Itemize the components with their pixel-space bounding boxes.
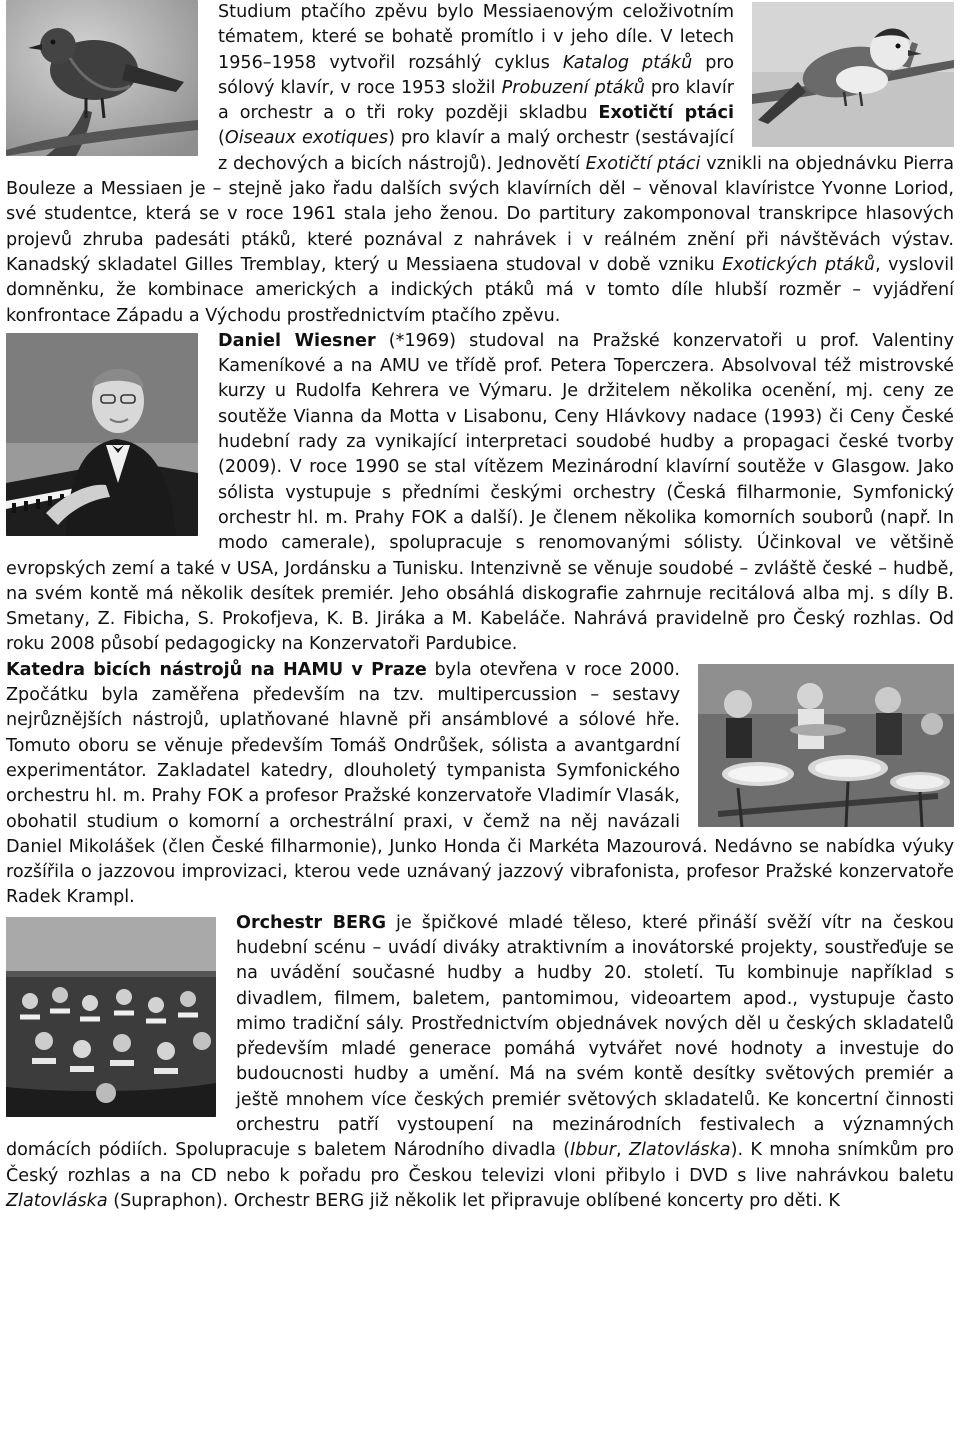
bold-text: Katedra bicích nástrojů na HAMU v Praze: [6, 659, 427, 680]
body-text: ,: [616, 1140, 629, 1161]
italic-text: Zlatovláska: [6, 1190, 108, 1211]
bold-text: Exotičtí ptáci: [598, 103, 734, 124]
italic-text: Katalog ptáků: [562, 52, 693, 73]
italic-text: Ibbur: [570, 1140, 617, 1161]
body-text: byla otevřena v roce 2000. Zpočátku byla zaměřena především na tzv. multipercussion – sestavy nejrůznějších nástrojů, uplatňované hlavně při ansámblové a sólové hře. Tomuto oboru se věnuje především Tomáš Ondrůšek, sólista a avantgardní experimentátor. Zakladatel katedry, dlouholetý tympanista Symfonického orchestru hl. m. Prahy FOK a profesor Pražské konzervatoře Vladimír Vlasák, obohatil studium o komorní a orchestrální praxi, v čemž na něj navázali Daniel Mikolášek (člen České filharmonie), Junko Honda či Markéta Mazourová. Nedávno se nabídka výuky rozšířila o jazzovou improvizaci, kterou vede uznávaný jazzový vibrafonista, profesor Pražské konzervatoře Radek Krampl.: [6, 659, 954, 908]
pianist-portrait-photo: [6, 333, 198, 536]
document-page: [6, 0, 954, 1214]
body-text: (*1969) studoval na Pražské konzervatoři u prof. Valentiny Kameníkové a na AMU ve třídě prof. Petera Toperczera. Absolvoval též mistrovské kurzy u Rudolfa Kehrera ve Výmaru. Je držitelem několika ocenění, mj. ceny ze soutěže Vianna da Motta v Lisabonu, Ceny Hlávkovy nadace (1993) či Ceny České hudební rady za vynikající interpretaci soudobé hudby a propagaci české tvorby (2009). V roce 1990 se stal vítězem Mezinárodní klavírní soutěže v Glasgow. Jako sólista vystupuje s předními českými orchestry (Česká filharmonie, Symfonický orchestr hl. m. Prahy FOK a další). Je členem několika komorních souborů (např. In modo camerale), spolupracuje s renomovanými sólisty. Účinkoval ve většině evropských zemí a také v USA, Jordánsku a Tunisku. Intenzivně se věnuje soudobé – zvláště české – hudbě, na svém kontě má několik desítek premiér. Jeho obsáhlá diskografie zahrnuje recitálová alba mj. s díly B. Smetany, Z. Fibicha, S. Prokofjeva, K. B. Jiráka a M. Kabeláče. Nahrává pravidelně pro Český rozhlas. Od roku 2008 působí pedagogicky na Konzervatoři Pardubice.: [6, 330, 954, 655]
section-daniel-wiesner: [6, 329, 954, 658]
body-text: (: [218, 128, 225, 149]
body-text: vznikli na objednávku Pierra Bouleze a Messiaen je – stejně jako řadu dalších svých klavírních děl – věnoval klavíristce Yvonne Loriod, své studentce, která se v roce 1961 stala jeho ženou. Do partitury zakomponoval transkripce hlasových projevů zhruba padesáti ptáků, které poznával z nahrávek i v reálném znění při návštěvách výstav. Kanadský skladatel Gilles Tremblay, který u Messiaena studoval v době vzniku: [6, 153, 955, 275]
body-text: ). K mnoha snímkům pro Český rozhlas a na CD nebo k pořadu pro Českou televizi vloni přibylo i DVD s live nahrávkou baletu: [6, 1140, 954, 1186]
body-text: (Supraphon). Orchestr BERG již několik let připravuje oblíbené koncerty pro děti. K: [107, 1190, 840, 1211]
italic-text: Exotičtí ptáci: [585, 153, 701, 174]
section-exotic-birds: [6, 0, 954, 329]
bird-perched-photo: [6, 0, 198, 156]
bold-text: Orchestr BERG: [236, 912, 387, 933]
italic-text: Oiseaux exotiques: [224, 128, 389, 149]
body-text: , vyslovil domněnku, že kombinace amerických a indických ptáků má v tomto díle hlubší rozměr – vyjádření konfrontace Západu a Východu prostřednictvím ptačího zpěvu.: [6, 254, 955, 326]
bold-text: Daniel Wiesner: [218, 330, 376, 351]
percussion-ensemble-photo: [698, 664, 954, 827]
orchestra-rehearsal-photo: [6, 917, 216, 1117]
body-text: pro sólový klavír, v roce 1953 složil: [218, 52, 734, 98]
bird-branch-photo: [752, 2, 954, 147]
section-orchestra-berg: [6, 911, 954, 1215]
italic-text: Probuzení ptáků: [501, 77, 645, 98]
body-text: pro klavír a orchestr a o tři roky později skladbu: [218, 77, 735, 124]
italic-text: Zlatovláska: [628, 1140, 731, 1161]
section-percussion-department: [6, 658, 954, 911]
body-text: Studium ptačího zpěvu bylo Messiaenovým celoživotním tématem, které se bohatě promítlo i v jeho díle. V letech 1956–1958 vytvořil rozsáhlý cyklus: [218, 2, 734, 73]
body-text: je špičkové mladé těleso, které přináší svěží vítr na českou hudební scénu – uvádí diváky atraktivním a inovátorské projekty, soustřeďuje se na uvádění současné hudby a hudby 20. století. Tu kombinuje například s divadlem, filmem, baletem, pantomimou, videoartem apod., vystupuje často mimo tradiční sály. Prostřednictvím objednávek nových děl u českých skladatelů především mladé generace pomáhá vytvářet nové hodnoty a investuje do budoucnosti hudby a umění. Má na svém kontě desítky světových premiér a ještě mnohem více českých premiér světových skladatelů. Ke koncertní činnosti orchestru patří vystoupení na mezinárodních festivalech a významných domácích pódiích. Spolupracuje s baletem Národního divadla (: [6, 912, 954, 1161]
body-text: ) pro klavír a malý orchestr (sestávající z dechových a bicích nástrojů). Jednovětí: [218, 128, 734, 174]
italic-text: Exotických ptáků: [722, 254, 876, 275]
